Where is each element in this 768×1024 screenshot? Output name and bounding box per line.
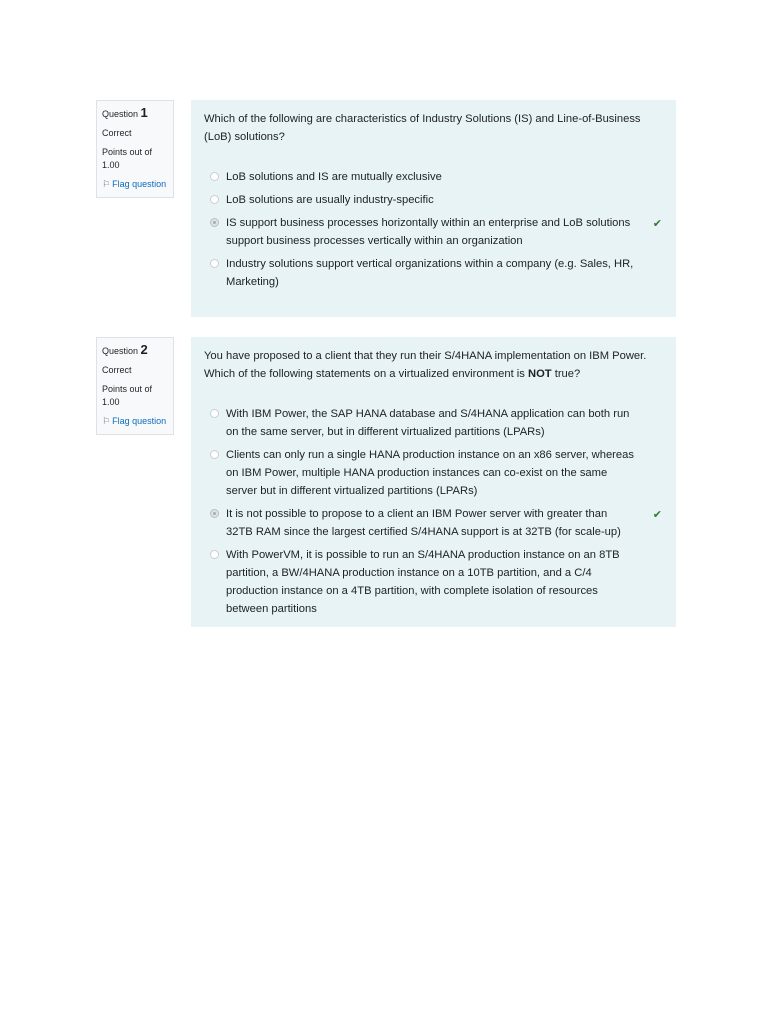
question-state: Correct [102,365,132,375]
answer-option[interactable] [204,546,666,618]
answer-option[interactable] [204,191,666,209]
answer-option-text: Industry solutions support vertical organizations within a company (e.g. Sales, HR, Marketing) [226,258,634,288]
answer-option-text: Clients can only run a single HANA production instance on an x86 server, whereas on IBM Power, multiple HANA production instances can co-exist on the same server but in different virtualized partitions (LPARs) [226,449,634,497]
correct-check-icon: ✔ [652,509,662,521]
answer-option-text: With IBM Power, the SAP HANA database and S/4HANA application can both run on the same server, but in different virtualized partitions (LPARs) [226,408,630,438]
grade-value: 1.00 [102,160,120,170]
question-text [204,347,666,383]
question-text: Which of the following are characteristics of Industry Solutions (IS) and Line-of-Business (LoB) solutions? [204,113,641,143]
answer-option-text: LoB solutions and IS are mutually exclusive [226,171,442,183]
radio-button[interactable] [210,409,219,418]
question-grade [102,146,169,172]
grade-label: Points out of [102,384,153,394]
answer-option-selected[interactable] [204,214,666,250]
flag-icon: ⚐ [102,179,111,189]
radio-button[interactable] [210,172,219,181]
correct-check-icon: ✔ [652,218,662,230]
question-number [102,343,169,358]
question-state: Correct [102,128,132,138]
radio-button-checked[interactable] [210,218,219,227]
grade-value: 1.00 [102,397,120,407]
flag-question-link[interactable] [102,178,169,191]
question-content [191,100,676,317]
answer-option-selected[interactable] [204,505,666,541]
answer-option[interactable] [204,255,666,291]
question-info [96,337,174,435]
question-content [191,337,676,627]
question-label: Question [102,346,139,356]
radio-button-checked[interactable] [210,509,219,518]
flag-question-link[interactable] [102,415,169,428]
question-number [102,106,169,121]
radio-button[interactable] [210,450,219,459]
question-label: Question [102,109,139,119]
flag-icon: ⚐ [102,416,111,426]
answer-option-text: LoB solutions are usually industry-specific [226,194,434,206]
answer-option-text: It is not possible to propose to a client an IBM Power server with greater than 32TB RAM since the largest certified S/4HANA support is at 32TB (for scale-up) [226,508,621,538]
question-grade [102,383,169,409]
question-number-value: 2 [140,342,148,357]
radio-button[interactable] [210,195,219,204]
flag-label: Flag question [112,179,167,189]
answer-option[interactable] [204,168,666,186]
answer-option[interactable] [204,446,666,500]
question-text-part: You have proposed to a client that they run their S/4HANA implementation on IBM Power. Which of the following statements on a virtualized environment is [204,350,647,380]
answer-option[interactable] [204,405,666,441]
answer-option-text: IS support business processes horizontally within an enterprise and LoB solutions support business processes vertically within an organization [226,217,631,247]
radio-button[interactable] [210,550,219,559]
question-info [96,100,174,198]
grade-label: Points out of [102,147,153,157]
answer-option-text: With PowerVM, it is possible to run an S/4HANA production instance on an 8TB partition, a BW/4HANA production instance on a 10TB partition, and a C/4 production instance on a 4TB partition, with complete isolation of resources between partitions [226,549,620,615]
flag-label: Flag question [112,416,167,426]
question-text-emphasis: NOT [527,368,552,380]
question-text-part: true? [551,368,581,380]
question-number-value: 1 [140,105,148,120]
radio-button[interactable] [210,259,219,268]
